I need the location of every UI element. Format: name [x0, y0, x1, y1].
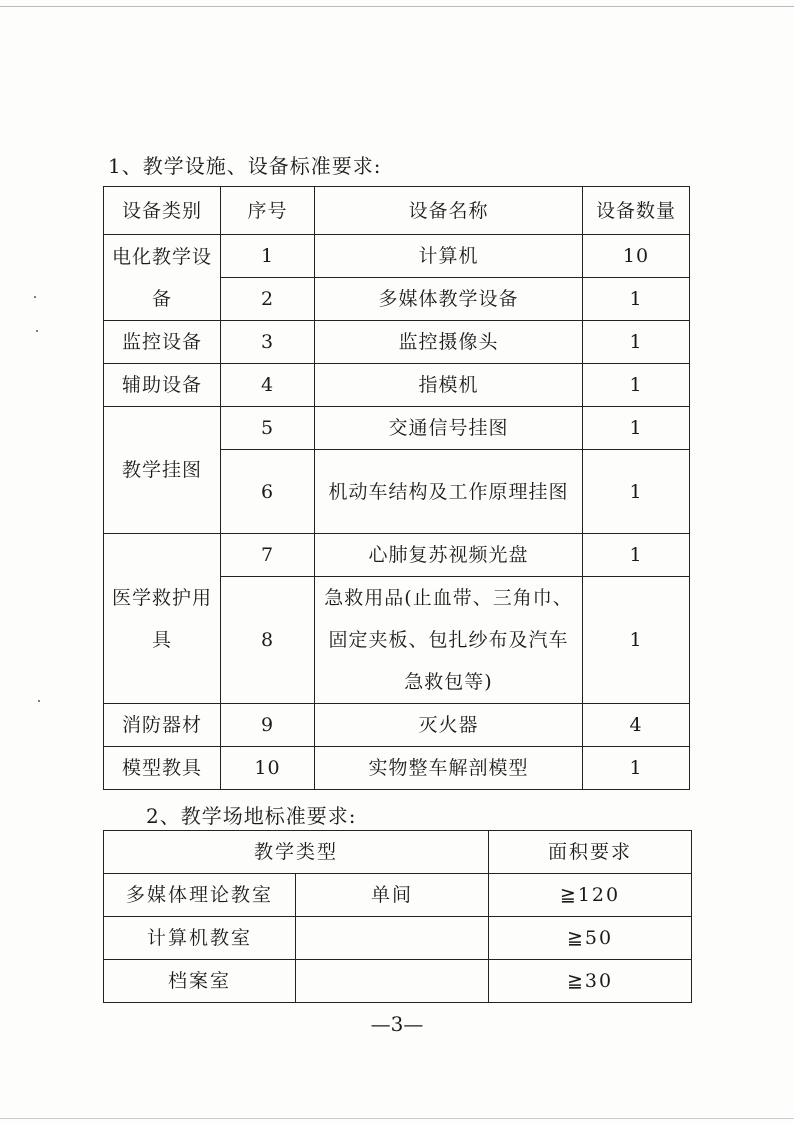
qty-cell: 1 [583, 577, 690, 704]
note-cell [296, 960, 489, 1003]
area-cell: ≧50 [489, 917, 692, 960]
category-cell: 辅助设备 [104, 364, 221, 407]
qty-cell: 1 [583, 364, 690, 407]
note-cell: 单间 [296, 874, 489, 917]
qty-cell: 1 [583, 278, 690, 321]
name-cell: 心肺复苏视频光盘 [315, 534, 583, 577]
name-cell: 指模机 [315, 364, 583, 407]
no-cell: 1 [221, 235, 315, 278]
qty-cell: 1 [583, 407, 690, 450]
header-teaching-type: 教学类型 [104, 831, 489, 874]
note-cell [296, 917, 489, 960]
section1-title: 1、教学设施、设备标准要求: [108, 154, 382, 178]
page-number: —3— [370, 1012, 424, 1036]
table-row [104, 534, 690, 577]
name-cell: 多媒体教学设备 [315, 278, 583, 321]
no-cell: 3 [221, 321, 315, 364]
no-cell: 2 [221, 278, 315, 321]
type-cell: 多媒体理论教室 [104, 874, 296, 917]
no-cell: 5 [221, 407, 315, 450]
scan-top-edge [0, 6, 794, 7]
header-area: 面积要求 [489, 831, 692, 874]
category-cell: 医学救护用具 [104, 534, 221, 704]
no-cell: 8 [221, 577, 315, 704]
header-name: 设备名称 [315, 187, 583, 235]
equipment-table [103, 186, 690, 790]
table-row [104, 321, 690, 364]
no-cell: 7 [221, 534, 315, 577]
qty-cell: 1 [583, 321, 690, 364]
header-no: 序号 [221, 187, 315, 235]
header-qty: 设备数量 [583, 187, 690, 235]
category-cell: 消防器材 [104, 704, 221, 747]
table-row [104, 235, 690, 278]
table-row [104, 747, 690, 790]
qty-cell: 1 [583, 450, 690, 534]
name-cell: 急救用品(止血带、三角巾、固定夹板、包扎纱布及汽车急救包等) [315, 577, 583, 704]
name-cell: 实物整车解剖模型 [315, 747, 583, 790]
area-cell: ≧30 [489, 960, 692, 1003]
table-row [104, 364, 690, 407]
qty-cell: 10 [583, 235, 690, 278]
category-cell: 模型教具 [104, 747, 221, 790]
table-row [104, 407, 690, 450]
name-cell: 交通信号挂图 [315, 407, 583, 450]
header-category: 设备类别 [104, 187, 221, 235]
scan-speck [36, 330, 38, 332]
category-cell: 教学挂图 [104, 407, 221, 534]
category-cell: 电化教学设备 [104, 235, 221, 321]
name-cell: 机动车结构及工作原理挂图 [315, 450, 583, 534]
table-row [104, 704, 690, 747]
table-row [104, 960, 692, 1003]
qty-cell: 1 [583, 747, 690, 790]
name-cell: 计算机 [315, 235, 583, 278]
name-cell: 灭火器 [315, 704, 583, 747]
scan-bottom-edge [0, 1118, 794, 1119]
table-row [104, 874, 692, 917]
no-cell: 10 [221, 747, 315, 790]
no-cell: 9 [221, 704, 315, 747]
site-header-row [104, 831, 692, 874]
area-cell: ≧120 [489, 874, 692, 917]
type-cell: 计算机教室 [104, 917, 296, 960]
scan-speck [34, 296, 36, 298]
section2-title: 2、教学场地标准要求: [146, 804, 357, 828]
qty-cell: 4 [583, 704, 690, 747]
no-cell: 4 [221, 364, 315, 407]
name-cell: 监控摄像头 [315, 321, 583, 364]
type-cell: 档案室 [104, 960, 296, 1003]
qty-cell: 1 [583, 534, 690, 577]
category-cell: 监控设备 [104, 321, 221, 364]
site-table [103, 830, 692, 1003]
table-row [104, 917, 692, 960]
no-cell: 6 [221, 450, 315, 534]
scan-speck [38, 700, 40, 702]
equipment-header-row [104, 187, 690, 235]
